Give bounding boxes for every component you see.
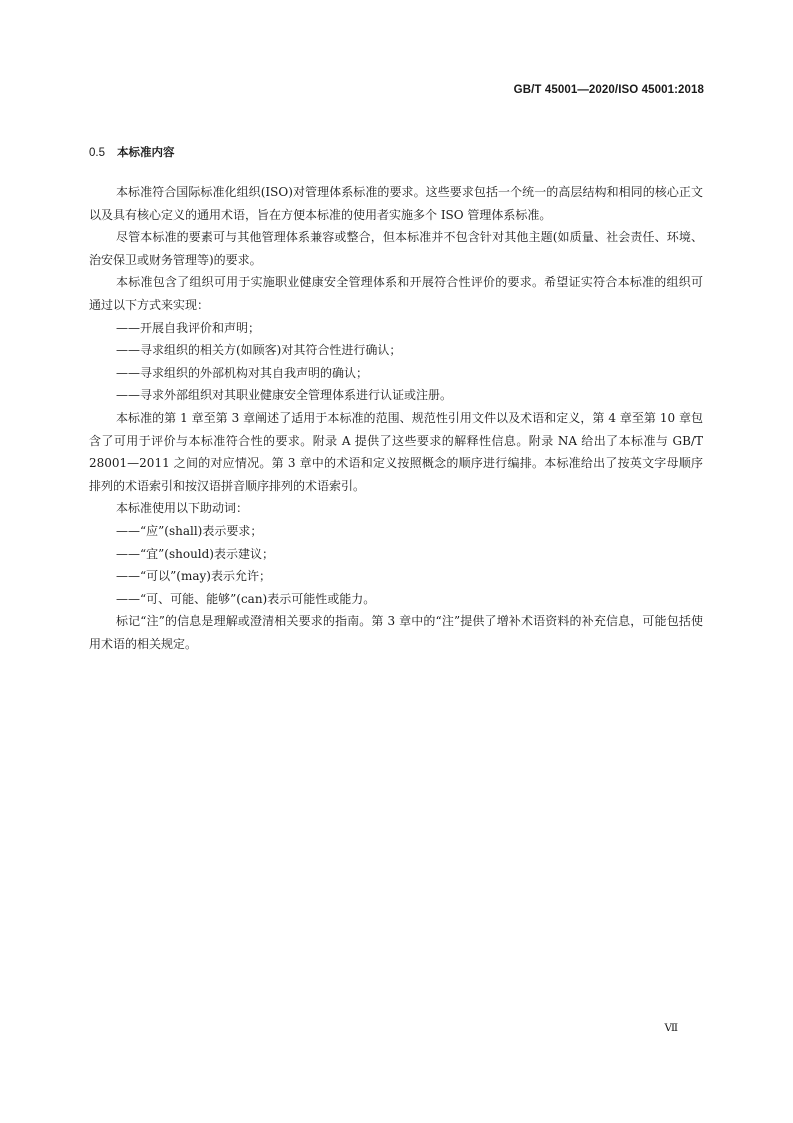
- paragraph-verbal-forms: 本标准使用以下助动词：: [116, 501, 249, 516]
- section-title: 本标准内容: [117, 147, 175, 159]
- section-number: 0.5: [89, 147, 105, 159]
- paragraph-iso-requirements: 本标准符合国际标准化组织(ISO)对管理体系标准的要求。这些要求包括一个统一的高层结构和相同的核心正文以及具有核心定义的通用术语，旨在方便本标准的使用者实施多个 ISO 管理体系标准。: [89, 185, 703, 222]
- paragraph-conformity: 本标准包含了组织可用于实施职业健康安全管理体系和开展符合性评价的要求。希望证实符合本标准的组织可通过以下方式来实现：: [89, 275, 703, 312]
- list-item: ——“可、可能、能够”(can)表示可能性或能力。: [116, 591, 376, 606]
- list-item: ——寻求组织的相关方(如顾客)对其符合性进行确认；: [116, 343, 402, 358]
- list-item: ——“可以”(may)表示允许；: [116, 569, 271, 584]
- paragraph-integration: 尽管本标准的要素可与其他管理体系兼容或整合，但本标准并不包含针对其他主题(如质量、社会责任、环境、治安保卫或财务管理等)的要求。: [89, 230, 703, 267]
- section-body: [89, 181, 703, 655]
- paragraph-notes: 标记“注”的信息是理解或澄清相关要求的指南。第 3 章中的“注”提供了增补术语资料的补充信息，可能包括使用术语的相关规定。: [89, 614, 703, 651]
- page-number: Ⅶ: [664, 1022, 678, 1034]
- list-item: ——寻求外部组织对其职业健康安全管理体系进行认证或注册。: [116, 388, 453, 403]
- standard-code-header: GB/T 45001—2020/ISO 45001:2018: [513, 84, 704, 96]
- list-item: ——“宜”(should)表示建议；: [116, 546, 274, 561]
- paragraph-structure: 本标准的第 1 章至第 3 章阐述了适用于本标准的范围、规范性引用文件以及术语和定义，第 4 章至第 10 章包含了可用于评价与本标准符合性的要求。附录 A 提供了这些要求的解释性信息。附录 NA 给出了本标准与 GB/T 28001—2011 之间的对应情况。第 3 章中的术语和定义按照概念的顺序进行编排。本标准给出了按英文字母顺序排列的术语索引和按汉语拼音顺序排列的术语索引。: [89, 410, 703, 493]
- list-item: ——“应”(shall)表示要求；: [116, 523, 263, 538]
- list-item: ——寻求组织的外部机构对其自我声明的确认；: [116, 365, 369, 380]
- list-item: ——开展自我评价和声明；: [116, 320, 261, 335]
- section-heading: [89, 144, 175, 160]
